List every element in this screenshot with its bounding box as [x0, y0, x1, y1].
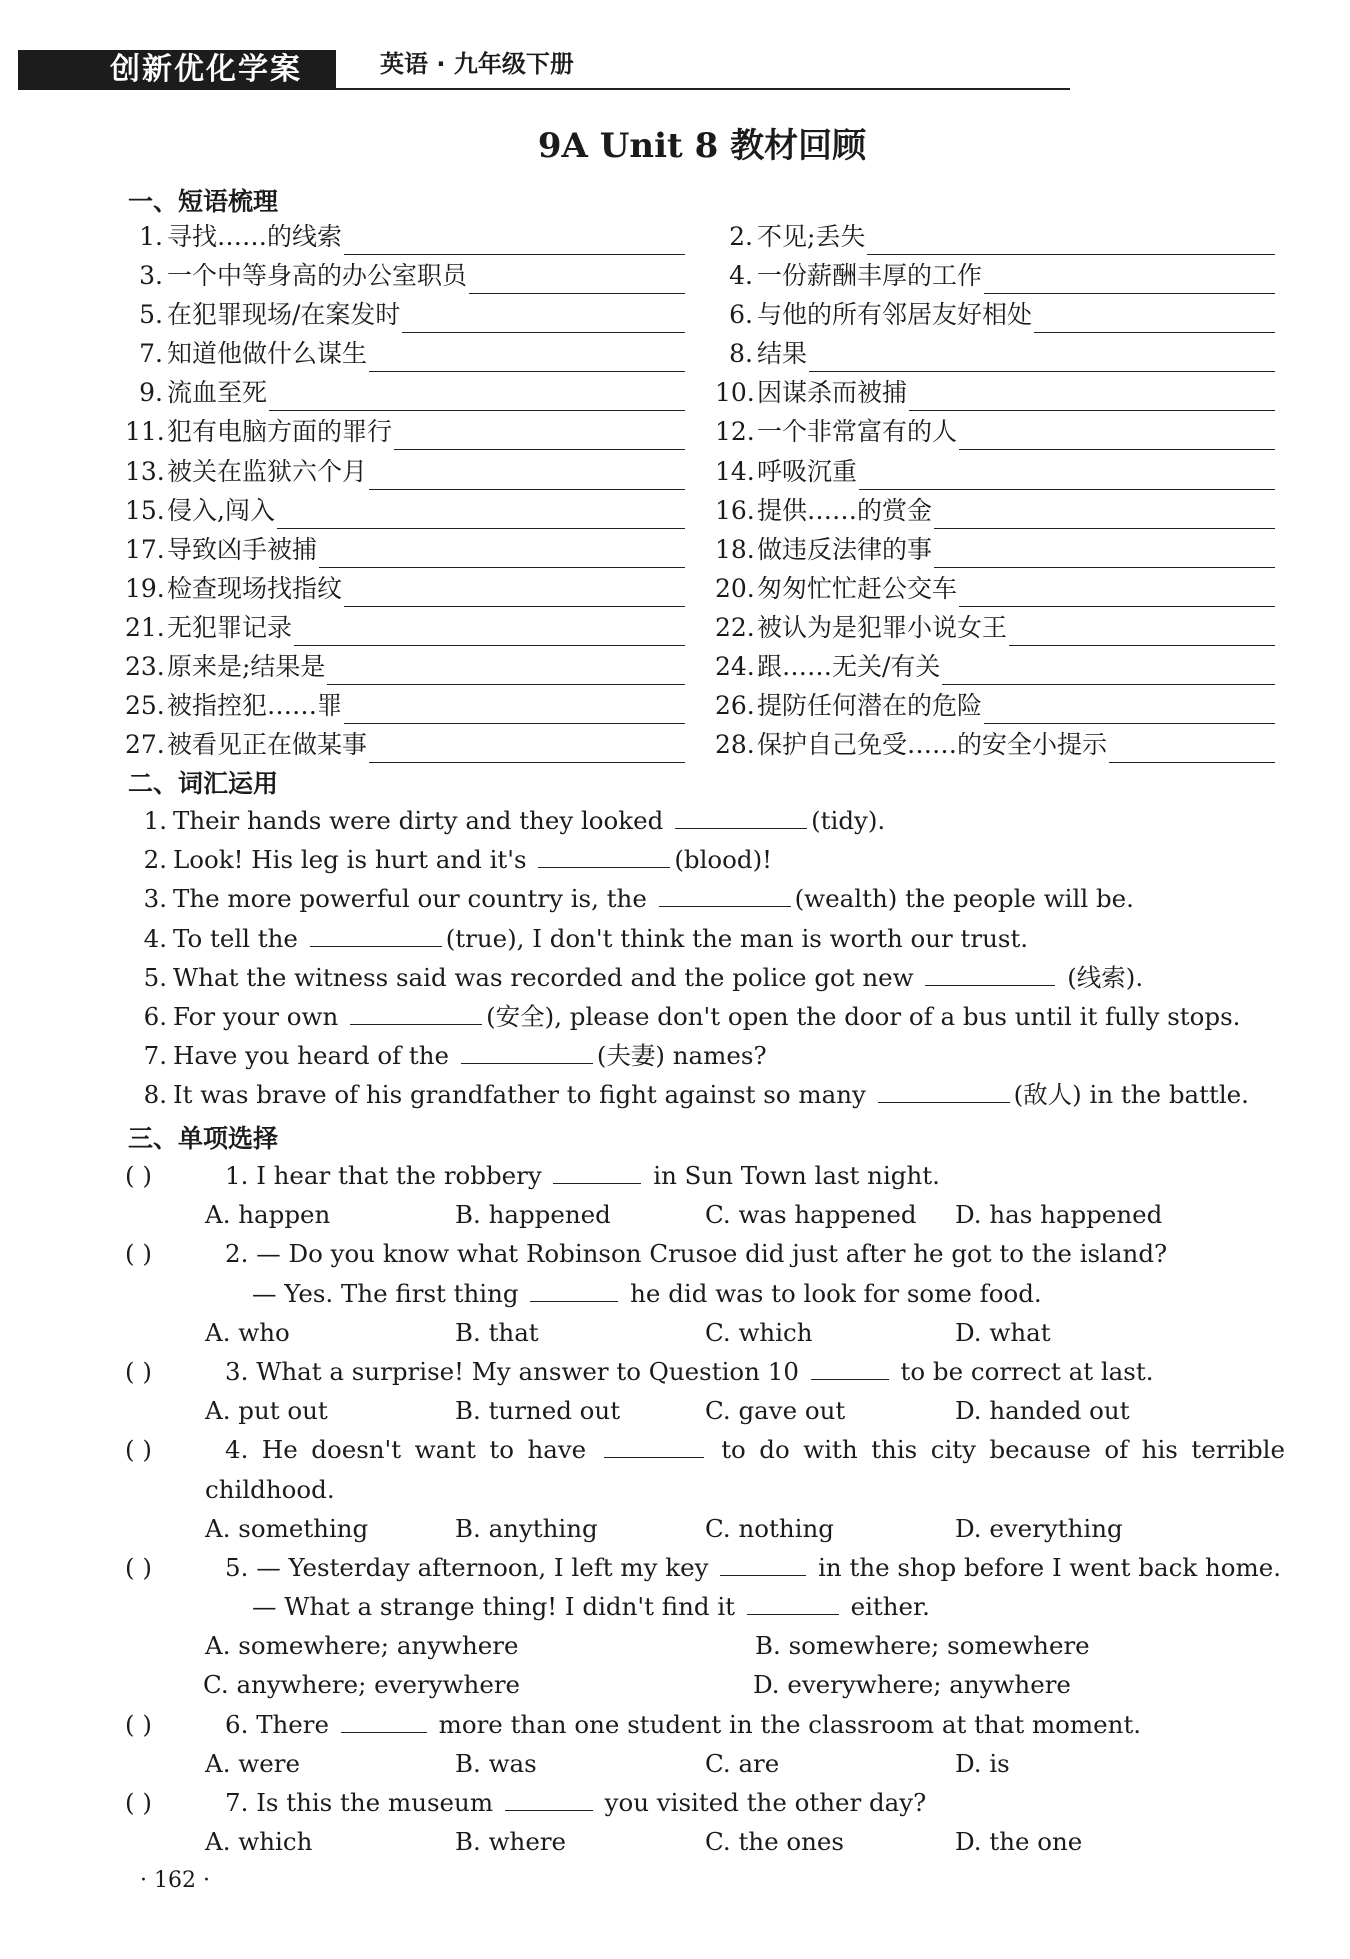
vocab-item [137, 841, 1287, 880]
question-line [125, 1784, 1285, 1823]
question-number: 2. [225, 1239, 249, 1269]
option-b[interactable]: B. somewhere; somewhere [755, 1631, 1090, 1661]
subject-label: 英语 · 九年级下册 [380, 50, 574, 78]
phrase-row [125, 336, 1275, 375]
option-b[interactable]: B. was [455, 1748, 537, 1778]
options-row [125, 1392, 1285, 1431]
phrase-number: 26. [715, 691, 755, 721]
phrase-number: 27. [125, 730, 165, 760]
answer-blank[interactable] [959, 576, 1275, 607]
question-text-before: What a surprise! My answer to Question 10 [256, 1356, 807, 1386]
option-c[interactable]: C. which [705, 1317, 813, 1347]
option-c[interactable]: C. was happened [705, 1200, 917, 1230]
phrase-item [125, 375, 685, 411]
answer-blank[interactable] [538, 843, 670, 868]
answer-blank[interactable] [350, 1000, 482, 1025]
phrase-row [125, 375, 1275, 414]
options-row [125, 1314, 1285, 1353]
phrase-number: 4. [729, 261, 753, 291]
answer-parentheses[interactable]: ( ) [125, 1356, 152, 1386]
phrase-number: 2. [729, 222, 753, 251]
question-text-before: He doesn't want to have [261, 1435, 600, 1465]
answer-blank[interactable] [747, 1590, 839, 1615]
question-text-before: — Yesterday afternoon, I left my key [256, 1552, 717, 1582]
vocab-item [137, 802, 1287, 841]
option-b[interactable]: B. turned out [455, 1396, 621, 1426]
answer-blank[interactable] [809, 341, 1275, 372]
phrase-item [715, 375, 1275, 411]
phrase-chinese: 被关在监狱六个月 [167, 456, 368, 486]
answer-parentheses[interactable]: ( ) [125, 1552, 152, 1582]
option-a[interactable]: A. were [205, 1748, 300, 1778]
phrase-number: 21. [125, 612, 165, 642]
question-body [225, 1549, 1281, 1587]
phrase-item [715, 219, 1275, 255]
answer-blank[interactable] [461, 1039, 593, 1064]
option-c[interactable]: C. anywhere; everywhere [203, 1670, 521, 1700]
phrase-number: 14. [715, 456, 755, 486]
question-line [125, 1431, 1285, 1470]
question-text-before: There [256, 1709, 337, 1739]
phrase-item [125, 219, 685, 255]
vocab-item [137, 1076, 1287, 1115]
question-number: 3. [225, 1356, 249, 1386]
item-text-after: (安全), please don't open the door of a bus until it fully stops. [486, 1001, 1241, 1031]
phrase-chinese: 原来是;结果是 [167, 652, 326, 682]
phrase-item [125, 493, 685, 529]
item-text-before: For your own [173, 1001, 347, 1031]
phrase-item [125, 454, 685, 490]
answer-blank[interactable] [925, 961, 1055, 986]
phrase-item [715, 727, 1275, 763]
phrase-chinese: 结果 [757, 339, 808, 369]
question-text-after: he did was to look for some food. [622, 1278, 1042, 1308]
answer-parentheses[interactable]: ( ) [125, 1709, 152, 1739]
phrase-chinese: 一个中等身高的办公室职员 [167, 261, 468, 291]
answer-blank[interactable] [553, 1159, 641, 1184]
phrase-chinese: 知道他做什么谋生 [167, 339, 368, 369]
item-text-after: (线索). [1059, 962, 1144, 992]
phrase-item [715, 649, 1275, 685]
answer-blank[interactable] [310, 922, 442, 947]
phrase-item [715, 336, 1275, 372]
question-number: 1. [225, 1161, 249, 1190]
phrase-number: 19. [125, 573, 165, 603]
brand-banner: 创新优化学案 [18, 50, 336, 90]
answer-blank[interactable] [909, 380, 1275, 411]
answer-blank[interactable] [319, 537, 685, 568]
item-number: 7. [143, 1041, 167, 1071]
phrase-number: 24. [715, 652, 755, 682]
vocab-list [137, 802, 1287, 1116]
option-d[interactable]: D. has happened [955, 1200, 1163, 1230]
phrase-item [715, 688, 1275, 724]
phrase-row [125, 571, 1275, 610]
option-d[interactable]: D. is [955, 1748, 1010, 1778]
phrase-row [125, 493, 1275, 532]
phrase-chinese: 流血至死 [167, 378, 268, 408]
answer-blank[interactable] [859, 459, 1275, 490]
question-text-before: Is this the museum [256, 1788, 501, 1817]
phrase-item [715, 258, 1275, 294]
item-number: 3. [143, 884, 167, 914]
question-line [125, 1706, 1285, 1745]
phrase-item [715, 297, 1275, 333]
options-row [125, 1627, 1285, 1666]
answer-blank[interactable] [878, 1078, 1010, 1103]
question-body [225, 1157, 940, 1195]
answer-blank[interactable] [984, 263, 1275, 294]
question-text-after: to do with this city because of his terrible [707, 1435, 1285, 1465]
question-text-after: in Sun Town last night. [645, 1161, 940, 1190]
phrase-number: 16. [715, 495, 755, 525]
phrase-item [125, 649, 685, 685]
option-d[interactable]: D. what [955, 1317, 1051, 1347]
answer-blank[interactable] [811, 1355, 889, 1380]
answer-blank[interactable] [369, 459, 685, 490]
question-text-after: more than one student in the classroom at that moment. [430, 1709, 1142, 1739]
section3-heading: 三、单项选择 [128, 1124, 279, 1153]
option-c[interactable]: C. gave out [705, 1396, 846, 1426]
page-title: 9A Unit 8 教材回顾 [537, 126, 867, 166]
multiple-choice-list [125, 1157, 1285, 1862]
answer-blank[interactable] [394, 419, 685, 450]
phrase-number: 1. [139, 222, 163, 251]
answer-blank[interactable] [659, 882, 791, 907]
question-body [252, 1588, 930, 1626]
item-text-before: Look! His leg is hurt and it's [173, 845, 535, 875]
options-row [125, 1823, 1285, 1862]
item-number: 6. [143, 1001, 167, 1031]
phrase-item [125, 571, 685, 607]
options-row [125, 1745, 1285, 1784]
phrase-row [125, 219, 1275, 258]
vocab-item [137, 880, 1287, 919]
phrase-number: 9. [139, 378, 163, 408]
answer-parentheses[interactable]: ( ) [125, 1161, 152, 1190]
answer-blank[interactable] [344, 576, 685, 607]
phrase-number: 3. [139, 261, 163, 291]
phrase-number: 20. [715, 573, 755, 603]
answer-blank[interactable] [505, 1786, 593, 1811]
phrase-row [125, 688, 1275, 727]
item-text-after: (true), I don't think the man is worth our trust. [445, 923, 1029, 953]
phrase-chinese: 寻找……的线索 [167, 222, 343, 251]
option-c[interactable]: C. are [705, 1748, 780, 1778]
answer-blank[interactable] [402, 302, 685, 333]
answer-blank[interactable] [369, 341, 685, 372]
phrase-row [125, 649, 1275, 688]
question-body [225, 1706, 1141, 1744]
phrase-item [715, 571, 1275, 607]
option-a[interactable]: A. happen [205, 1200, 331, 1230]
phrase-row [125, 297, 1275, 336]
question-line [125, 1549, 1285, 1588]
vocab-item [137, 998, 1287, 1037]
option-d[interactable]: D. everything [955, 1513, 1123, 1543]
phrase-number: 22. [715, 612, 755, 642]
question-body [225, 1784, 926, 1822]
question-body [225, 1431, 1285, 1469]
phrase-item [715, 414, 1275, 450]
phrase-number: 13. [125, 456, 165, 486]
options-row [125, 1196, 1285, 1235]
phrase-chinese: 与他的所有邻居友好相处 [757, 300, 1033, 330]
question-body [205, 1471, 335, 1509]
option-a[interactable]: A. who [205, 1317, 290, 1347]
question-line [125, 1275, 1285, 1314]
answer-blank[interactable] [369, 732, 685, 763]
answer-parentheses[interactable]: ( ) [125, 1788, 152, 1817]
option-b[interactable]: B. anything [455, 1513, 598, 1543]
question-body [252, 1275, 1042, 1313]
phrase-item [125, 297, 685, 333]
answer-blank[interactable] [530, 1277, 618, 1302]
phrase-item [715, 532, 1275, 568]
phrase-chinese: 犯有电脑方面的罪行 [167, 417, 393, 447]
question-number: 5. [225, 1552, 249, 1582]
answer-blank[interactable] [1109, 732, 1275, 763]
phrase-chinese: 被看见正在做某事 [167, 730, 368, 760]
vocab-item [137, 1037, 1287, 1076]
option-d[interactable]: D. everywhere; anywhere [753, 1670, 1071, 1700]
item-number: 1. [143, 806, 167, 835]
phrase-chinese: 一份薪酬丰厚的工作 [757, 261, 983, 291]
phrase-number: 15. [125, 495, 165, 525]
phrase-chinese: 被认为是犯罪小说女王 [757, 612, 1008, 642]
section1-heading: 一、短语梳理 [128, 187, 279, 216]
answer-blank[interactable] [1009, 615, 1275, 646]
question-text-after: either. [842, 1592, 930, 1622]
phrase-chinese: 导致凶手被捕 [167, 534, 318, 564]
phrase-chinese: 提防任何潜在的危险 [757, 691, 983, 721]
phrase-number: 25. [125, 691, 165, 721]
question-text-after: in the shop before I went back home. [810, 1552, 1281, 1582]
option-d[interactable]: D. handed out [955, 1396, 1130, 1426]
question-text-before: I hear that the robbery [256, 1161, 550, 1190]
phrase-row [125, 258, 1275, 297]
phrase-item [125, 336, 685, 372]
question-number: 7. [225, 1788, 249, 1817]
answer-blank[interactable] [469, 263, 685, 294]
phrase-chinese: 保护自己免受……的安全小提示 [757, 730, 1108, 760]
item-text-after: (blood)! [674, 845, 773, 875]
answer-blank[interactable] [327, 654, 685, 685]
question-number: 4. [225, 1435, 249, 1465]
question-text-after: you visited the other day? [596, 1788, 927, 1817]
question-text-before: childhood. [205, 1474, 335, 1504]
phrase-chinese: 不见;丢失 [757, 222, 866, 251]
phrase-number: 6. [729, 300, 753, 330]
item-text-before: The more powerful our country is, the [173, 884, 655, 914]
answer-blank[interactable] [984, 693, 1275, 724]
phrase-item [715, 610, 1275, 646]
phrase-number: 10. [715, 378, 755, 408]
options-row [125, 1510, 1285, 1549]
phrase-number: 23. [125, 652, 165, 682]
option-a[interactable]: A. somewhere; anywhere [205, 1631, 519, 1661]
answer-blank[interactable] [344, 224, 685, 255]
option-c[interactable]: C. nothing [705, 1513, 834, 1543]
question-line [125, 1353, 1285, 1392]
option-c[interactable]: C. the ones [705, 1827, 844, 1857]
phrase-chinese: 在犯罪现场/在案发时 [167, 300, 401, 330]
phrase-number: 7. [139, 339, 163, 369]
phrase-item [715, 454, 1275, 490]
page-number: · 162 · [140, 1868, 210, 1893]
phrase-row [125, 532, 1275, 571]
phrase-chinese: 检查现场找指纹 [167, 573, 343, 603]
phrase-chinese: 做违反法律的事 [757, 534, 933, 564]
answer-blank[interactable] [341, 1708, 427, 1733]
answer-blank[interactable] [675, 804, 807, 829]
phrase-item [125, 610, 685, 646]
phrase-item [715, 493, 1275, 529]
answer-parentheses[interactable]: ( ) [125, 1435, 152, 1465]
section2-heading: 二、词汇运用 [128, 769, 279, 798]
phrase-row [125, 610, 1275, 649]
phrase-row [125, 727, 1275, 766]
vocab-item [137, 920, 1287, 959]
phrase-number: 17. [125, 534, 165, 564]
phrase-row [125, 414, 1275, 453]
phrase-item [125, 258, 685, 294]
option-a[interactable]: A. which [205, 1827, 313, 1857]
answer-blank[interactable] [942, 654, 1275, 685]
item-text-before: What the witness said was recorded and the police got new [173, 962, 922, 992]
answer-blank[interactable] [294, 615, 685, 646]
vocab-item [137, 959, 1287, 998]
answer-blank[interactable] [867, 224, 1275, 255]
question-text-before: — What a strange thing! I didn't find it [252, 1592, 743, 1622]
phrase-chinese: 一个非常富有的人 [757, 417, 958, 447]
phrase-chinese: 因谋杀而被捕 [757, 378, 908, 408]
options-row [125, 1666, 1285, 1705]
phrase-item [125, 688, 685, 724]
option-d[interactable]: D. the one [955, 1827, 1083, 1857]
option-a[interactable]: A. something [205, 1513, 369, 1543]
phrase-number: 18. [715, 534, 755, 564]
phrase-chinese: 跟……无关/有关 [757, 652, 941, 682]
header-rule [336, 88, 1070, 90]
question-body [225, 1235, 1167, 1273]
item-text-before: To tell the [173, 923, 306, 953]
answer-blank[interactable] [269, 380, 685, 411]
item-text-after: (夫妻) names? [596, 1041, 767, 1071]
option-b[interactable]: B. where [455, 1827, 567, 1857]
item-text-before: It was brave of his grandfather to fight against so many [173, 1080, 874, 1110]
option-b[interactable]: B. happened [455, 1200, 611, 1230]
phrase-number: 5. [139, 300, 163, 330]
phrase-number: 28. [715, 730, 755, 760]
answer-blank[interactable] [959, 419, 1275, 450]
phrase-row [125, 454, 1275, 493]
phrase-item [125, 414, 685, 450]
answer-blank[interactable] [604, 1433, 704, 1458]
phrase-chinese: 呼吸沉重 [757, 456, 858, 486]
item-text-before: Their hands were dirty and they looked [173, 806, 672, 835]
phrase-chinese: 无犯罪记录 [167, 612, 293, 642]
answer-blank[interactable] [344, 693, 685, 724]
question-body [225, 1353, 1154, 1391]
phrase-chinese: 侵入,闯入 [167, 495, 275, 525]
answer-blank[interactable] [277, 498, 685, 529]
option-b[interactable]: B. that [455, 1317, 539, 1347]
question-text-before: — Do you know what Robinson Crusoe did just after he got to the island? [256, 1239, 1168, 1269]
question-line [125, 1588, 1285, 1627]
question-number: 6. [225, 1709, 249, 1739]
phrase-chinese: 提供……的赏金 [757, 495, 933, 525]
item-text-after: (wealth) the people will be. [794, 884, 1134, 914]
phrase-chinese: 匆匆忙忙赶公交车 [757, 573, 958, 603]
item-number: 5. [143, 962, 167, 992]
answer-blank[interactable] [934, 498, 1275, 529]
answer-blank[interactable] [720, 1551, 806, 1576]
item-number: 2. [143, 845, 167, 875]
phrase-chinese: 被指控犯……罪 [167, 691, 343, 721]
question-line [125, 1235, 1285, 1274]
question-text-before: — Yes. The first thing [252, 1278, 527, 1308]
answer-blank[interactable] [1034, 302, 1275, 333]
item-number: 8. [143, 1080, 167, 1110]
phrase-item [125, 727, 685, 763]
phrase-number: 11. [125, 417, 165, 447]
phrase-number: 12. [715, 417, 755, 447]
option-a[interactable]: A. put out [205, 1396, 328, 1426]
item-number: 4. [143, 923, 167, 953]
question-line [125, 1471, 1285, 1510]
question-text-after: to be correct at last. [892, 1356, 1154, 1386]
answer-blank[interactable] [934, 537, 1275, 568]
item-text-before: Have you heard of the [173, 1041, 457, 1071]
item-text-after: (tidy). [811, 806, 886, 835]
item-text-after: (敌人) in the battle. [1013, 1080, 1249, 1110]
phrase-number: 8. [729, 339, 753, 369]
question-line [125, 1157, 1285, 1196]
answer-parentheses[interactable]: ( ) [125, 1239, 152, 1269]
phrase-item [125, 532, 685, 568]
phrase-list [125, 219, 1275, 766]
